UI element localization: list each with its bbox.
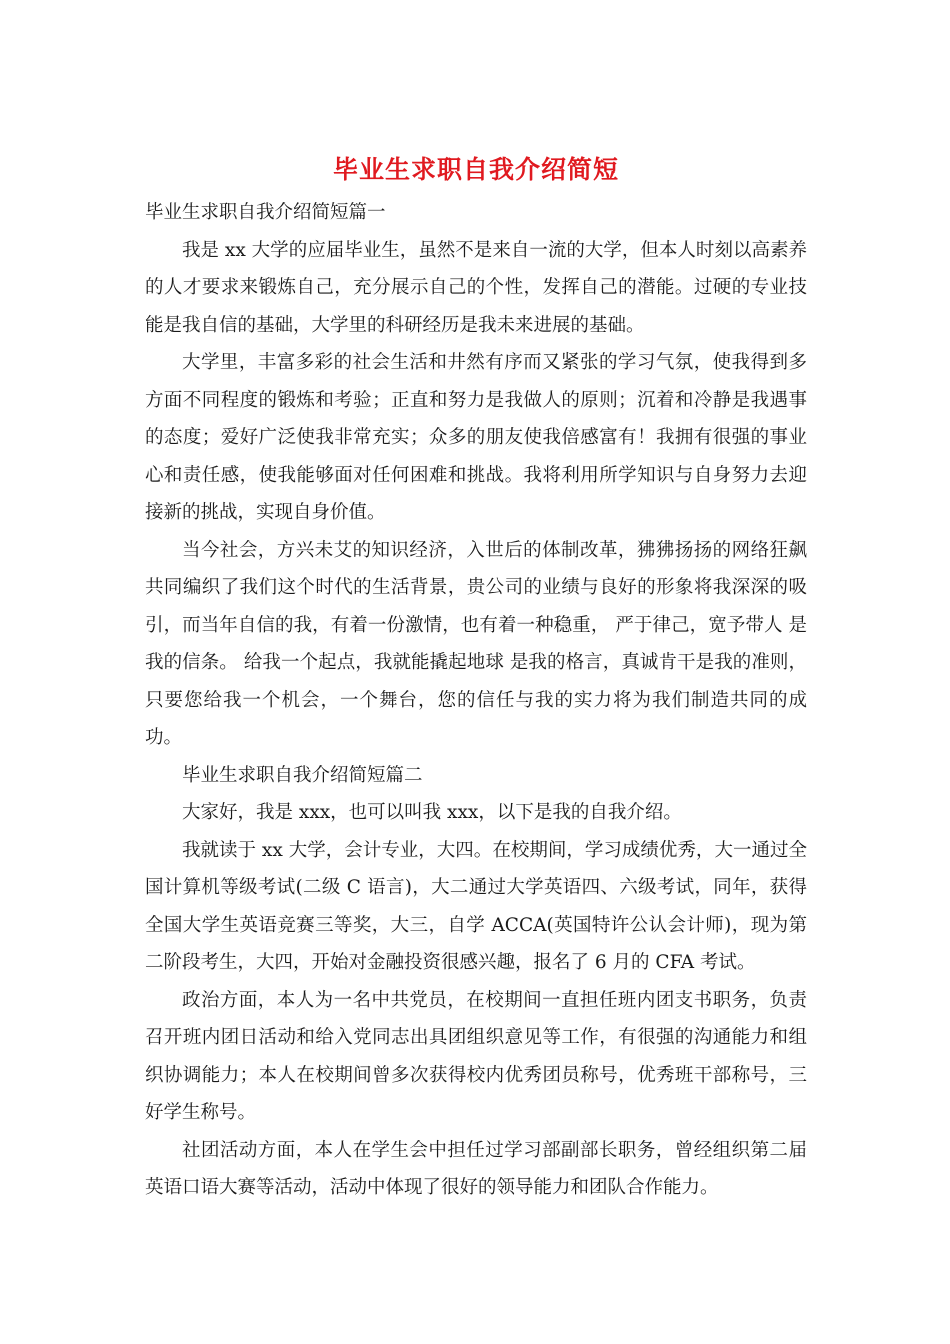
- document-page: [145, 150, 807, 1207]
- paragraph: 我就读于 xx 大学，会计专业，大四。在校期间，学习成绩优秀，大一通过全国计算机等级考试(二级 C 语言)，大二通过大学英语四、六级考试，同年，获得全国大学生英语竞赛三等奖，大三，自学 ACCA(英国特许公认会计师)，现为第二阶段考生，大四，开始对金融投资很感兴趣，报名了 6 月的 CFA 考试。: [145, 839, 807, 973]
- paragraph: 我是 xx 大学的应届毕业生，虽然不是来自一流的大学，但本人时刻以高素养的人才要求来锻炼自己，充分展示自己的个性，发挥自己的潜能。过硬的专业技能是我自信的基础，大学里的科研经历是我未来进展的基础。: [145, 239, 807, 336]
- paragraph: 大家好，我是 xxx，也可以叫我 xxx，以下是我的自我介绍。: [182, 802, 682, 823]
- paragraph: 当今社会，方兴未艾的知识经济，入世后的体制改革，狒狒扬扬的网络狂飙共同编织了我们这个时代的生活背景，贵公司的业绩与良好的形象将我深深的吸引，而当年自信的我，有着一份激情，也有着一种稳重， 严于律己，宽予带人 是我的信条。 给我一个起点，我就能撬起地球 是我的格言，真诚肯干是我的准则，只要您给我一个机会，一个舞台，您的信任与我的实力将为我们制造共同的成功。: [145, 539, 807, 748]
- section-heading-2: 毕业生求职自我介绍简短篇二: [182, 764, 423, 786]
- document-title: 毕业生求职自我介绍简短: [332, 155, 619, 184]
- paragraph: 社团活动方面，本人在学生会中担任过学习部副部长职务，曾经组织第二届英语口语大赛等活动，活动中体现了很好的领导能力和团队合作能力。: [145, 1139, 807, 1198]
- paragraph: 大学里，丰富多彩的社会生活和井然有序而又紧张的学习气氛，使我得到多方面不同程度的锻炼和考验；正直和努力是我做人的原则；沉着和冷静是我遇事的态度；爱好广泛使我非常充实；众多的朋友使我倍感富有！我拥有很强的事业心和责任感，使我能够面对任何困难和挑战。我将利用所学知识与自身努力去迎接新的挑战，实现自身价值。: [145, 352, 807, 523]
- section-heading-1: 毕业生求职自我介绍简短篇一: [145, 202, 386, 223]
- paragraph: 政治方面，本人为一名中共党员，在校期间一直担任班内团支书职务，负责召开班内团日活动和给入党同志出具团组织意见等工作，有很强的沟通能力和组织协调能力；本人在校期间曾多次获得校内优秀团员称号，优秀班干部称号，三好学生称号。: [145, 989, 807, 1123]
